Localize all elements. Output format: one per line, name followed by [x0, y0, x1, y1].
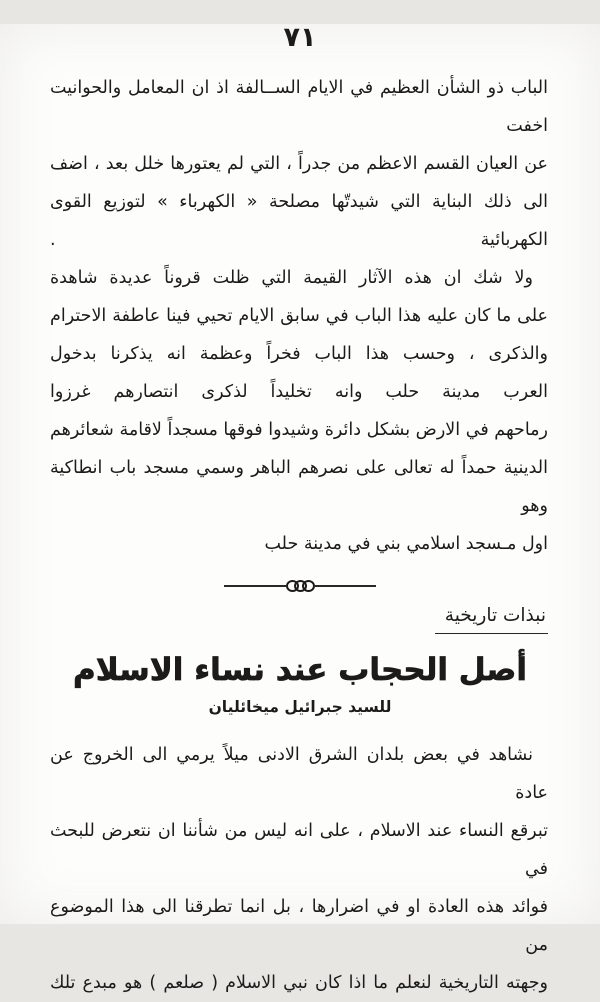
page-number: ٧١: [283, 22, 317, 53]
section-divider: [0, 577, 600, 595]
text-line: الدينية حمداً له تعالى على نصرهم الباهر وسمي مسجد باب انطاكية وهو: [50, 458, 548, 516]
paragraph-3: [50, 736, 548, 1002]
page-body: [50, 69, 548, 563]
text-line: نشاهد في بعض بلدان الشرق الادنى ميلاً يرمي الى الخروج عن عادة: [50, 744, 548, 803]
text-line: الباب ذو الشأن العظيم في الايام الســالفة اذ ان المعامل والحوانيت اخفت: [50, 78, 548, 136]
divider-rule-left: [314, 585, 376, 587]
text-line: الى ذلك البناية التي شيدتّها مصلحة « الكهرباء » لتوزيع القوى الكهربائية .: [50, 192, 548, 250]
text-line: تبرقع النساء عند الاسلام ، على انه ليس من شأننا ان نتعرض للبحث في: [50, 820, 548, 879]
article-byline: للسيد جبرائيل ميخائليان: [208, 697, 392, 716]
text-line: العرب مدينة حلب وانه تخليداً لذكرى انتصارهم غرزوا: [50, 382, 548, 402]
text-line: عن العيان القسم الاعظم من جدراً ، التي لم يعتورها خلل بعد ، اضف: [50, 154, 548, 174]
text-line: وجهته التاريخية لنعلم ما اذا كان نبي الاسلام ( صلعم ) هو مبدع تلك: [50, 972, 548, 993]
text-line: على ما كان عليه هذا الباب في سابق الايام تحيي فينا عاطفة الاحترام: [50, 306, 548, 326]
text-line: والذكرى ، وحسب هذا الباب فخراً وعظمة انه يذكرنا بدخول: [50, 344, 548, 364]
page-body-lower: [50, 736, 548, 1002]
knot-ornament-icon: [288, 580, 312, 592]
book-page: [0, 22, 600, 993]
paragraph-2: [50, 259, 548, 563]
text-line: رماحهم في الارض بشكل دائرة وشيدوا فوقها مسجداً لاقامة شعائرهم: [50, 420, 548, 440]
section-heading-row: [50, 605, 548, 634]
text-line: فوائد هذه العادة او في اضرارها ، بل انما تطرقنا الى هذا الموضوع من: [50, 896, 548, 955]
text-line: اول مـسجد اسلامي بني في مدينة حلب: [264, 534, 548, 554]
divider-rule-right: [224, 585, 286, 587]
text-line: ولا شك ان هذه الآثار القيمة التي ظلت قروناً عديدة شاهدة: [50, 268, 533, 288]
section-heading: نبذات تاريخية: [435, 605, 548, 634]
article-title: أصل الحجاب عند نساء الاسلام: [72, 652, 528, 688]
paragraph-1: [50, 69, 548, 259]
